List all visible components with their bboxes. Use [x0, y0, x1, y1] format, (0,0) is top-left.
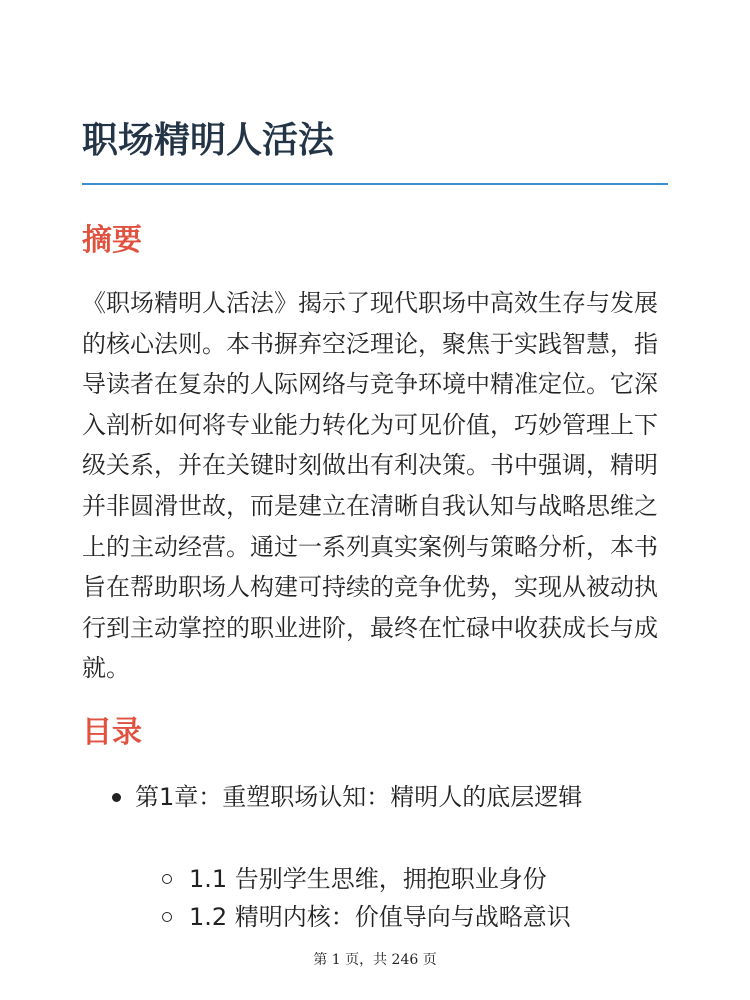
circle-bullet-icon	[162, 912, 172, 922]
toc-section-1-2[interactable]	[82, 898, 668, 936]
toc-section-label: 1.2 精明内核：价值导向与战略意识	[189, 903, 571, 931]
toc-chapter-1[interactable]	[82, 778, 668, 816]
summary-paragraph: 《职场精明人活法》揭示了现代职场中高效生存与发展的核心法则。本书摒弃空泛理论，聚焦于实践智慧，指导读者在复杂的人际网络与竞争环境中精准定位。它深入剖析如何将专业能力转化为可见价值，巧妙管理上下级关系，并在关键时刻做出有利决策。书中强调，精明并非圆滑世故，而是建立在清晰自我认知与战略思维之上的主动经营。通过一系列真实案例与策略分析，本书旨在帮助职场人构建可持续的竞争优势，实现从被动执行到主动掌控的职业进阶，最终在忙碌中收获成长与成就。	[82, 289, 658, 683]
document-page	[82, 0, 668, 1000]
toc-chapter-label: 第1章：重塑职场认知：精明人的底层逻辑	[135, 783, 583, 811]
summary-heading: 摘要	[82, 223, 142, 258]
page-footer: 第 1 页，共 246 页	[313, 952, 437, 968]
toc-sublist	[82, 860, 668, 936]
disc-bullet-icon	[112, 793, 121, 802]
toc-section-1-1[interactable]	[82, 860, 668, 898]
document-title: 职场精明人活法	[82, 120, 335, 161]
toc-section-label: 1.1 告别学生思维，拥抱职业身份	[189, 865, 547, 893]
toc-heading: 目录	[82, 715, 142, 750]
title-divider	[82, 183, 668, 185]
toc-list	[82, 778, 668, 816]
circle-bullet-icon	[162, 874, 172, 884]
